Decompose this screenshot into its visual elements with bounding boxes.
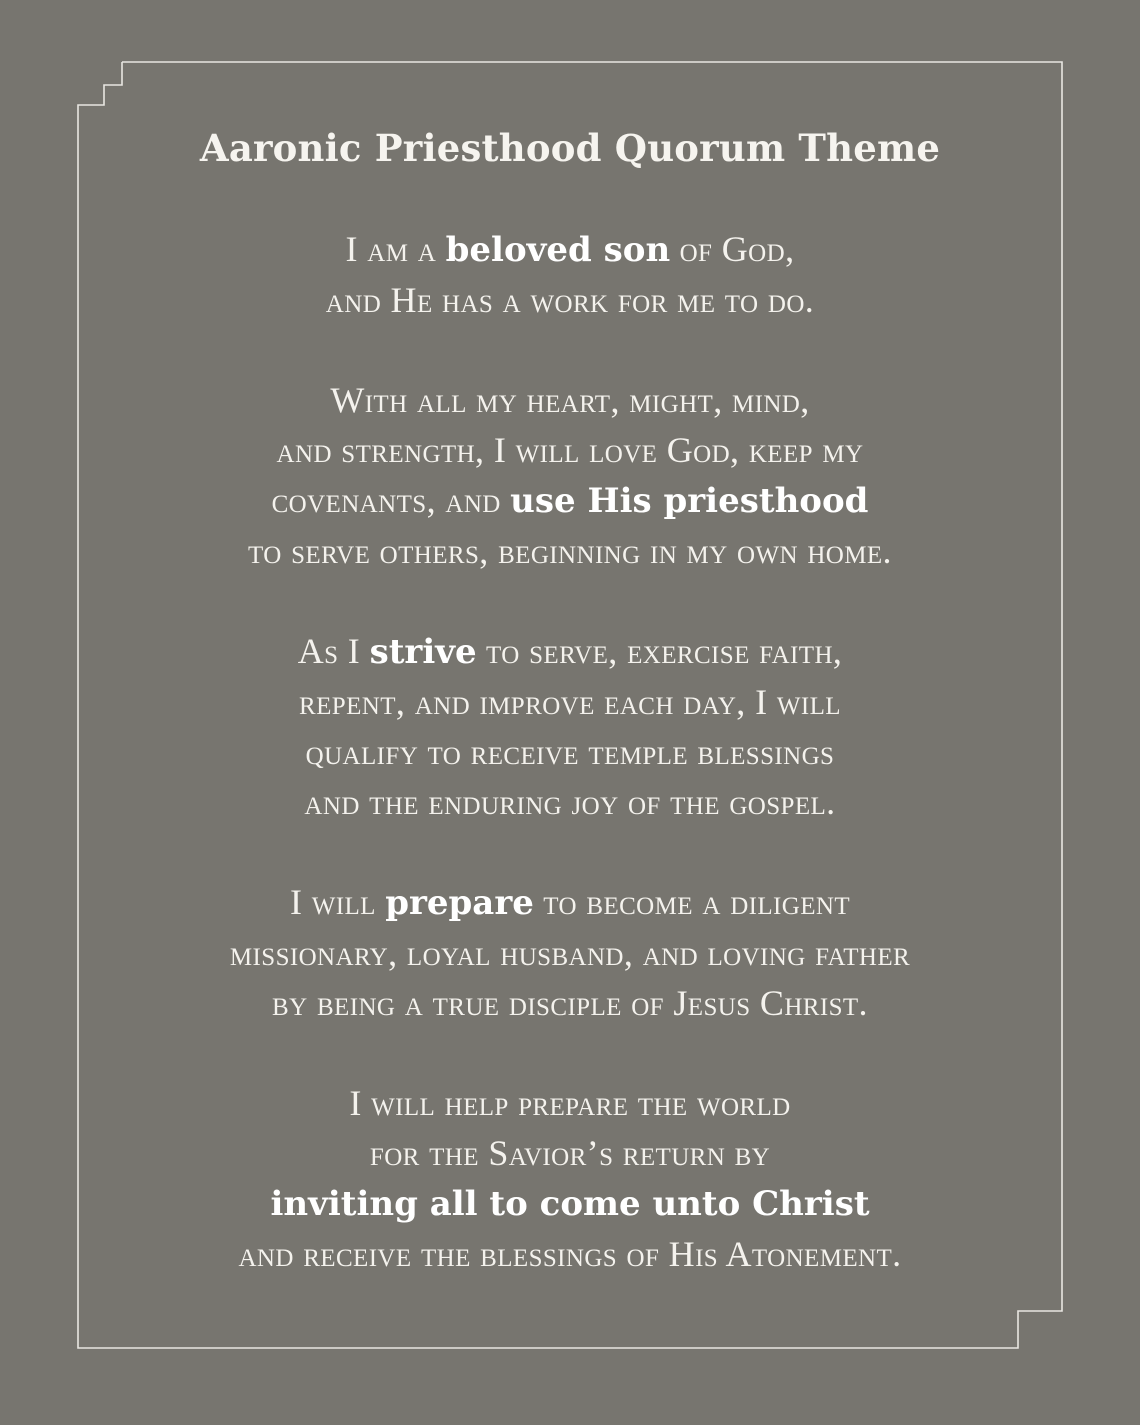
emphasized-phrase: strive <box>369 632 477 672</box>
text-segment: to become a diligent <box>533 882 851 922</box>
text-segment: and receive the blessings of His Atonement. <box>238 1234 902 1274</box>
theme-text <box>150 224 990 1329</box>
text-segment: and the enduring joy of the gospel. <box>304 782 836 822</box>
emphasized-phrase: inviting all to come unto Christ <box>270 1184 870 1224</box>
stanza <box>150 375 990 576</box>
stanza <box>150 224 990 325</box>
text-line <box>150 978 990 1028</box>
text-line <box>150 375 990 425</box>
text-line <box>150 425 990 475</box>
text-line <box>150 224 990 275</box>
text-segment: qualify to receive temple blessings <box>305 732 835 772</box>
stanza <box>150 1078 990 1279</box>
text-segment: I am a <box>345 229 446 269</box>
emphasized-phrase: use His priesthood <box>510 481 869 521</box>
text-line <box>150 677 990 727</box>
text-line <box>150 727 990 777</box>
text-line <box>150 275 990 325</box>
text-segment: of God, <box>670 229 795 269</box>
stanza <box>150 877 990 1028</box>
text-segment: and He has a work for me to do. <box>325 280 815 320</box>
text-line <box>150 1229 990 1279</box>
text-line <box>150 626 990 677</box>
text-segment: covenants, and <box>271 480 511 520</box>
text-line <box>150 475 990 526</box>
text-line <box>150 928 990 978</box>
emphasized-phrase: prepare <box>385 883 534 923</box>
text-segment: repent, and improve each day, I will <box>299 682 841 722</box>
text-segment: to serve, exercise faith, <box>476 631 843 671</box>
text-segment: and strength, I will love God, keep my <box>276 430 864 470</box>
emphasized-phrase: beloved son <box>445 230 671 270</box>
text-line <box>150 777 990 827</box>
text-line <box>150 1128 990 1178</box>
page-title: Aaronic Priesthood Quorum Theme <box>199 126 941 170</box>
text-segment: to serve others, beginning in my own home. <box>248 531 892 571</box>
text-line <box>150 877 990 928</box>
text-line <box>150 1078 990 1128</box>
text-segment: I will help prepare the world <box>349 1083 791 1123</box>
text-segment: missionary, loyal husband, and loving father <box>229 933 911 973</box>
text-segment: As I <box>297 631 370 671</box>
stanza <box>150 626 990 827</box>
text-segment: by being a true disciple of Jesus Christ. <box>272 983 868 1023</box>
text-segment: for the Savior’s return by <box>369 1133 771 1173</box>
text-line <box>150 1178 990 1229</box>
text-segment: With all my heart, might, mind, <box>330 380 810 420</box>
text-line <box>150 526 990 576</box>
text-segment: I will <box>289 882 386 922</box>
